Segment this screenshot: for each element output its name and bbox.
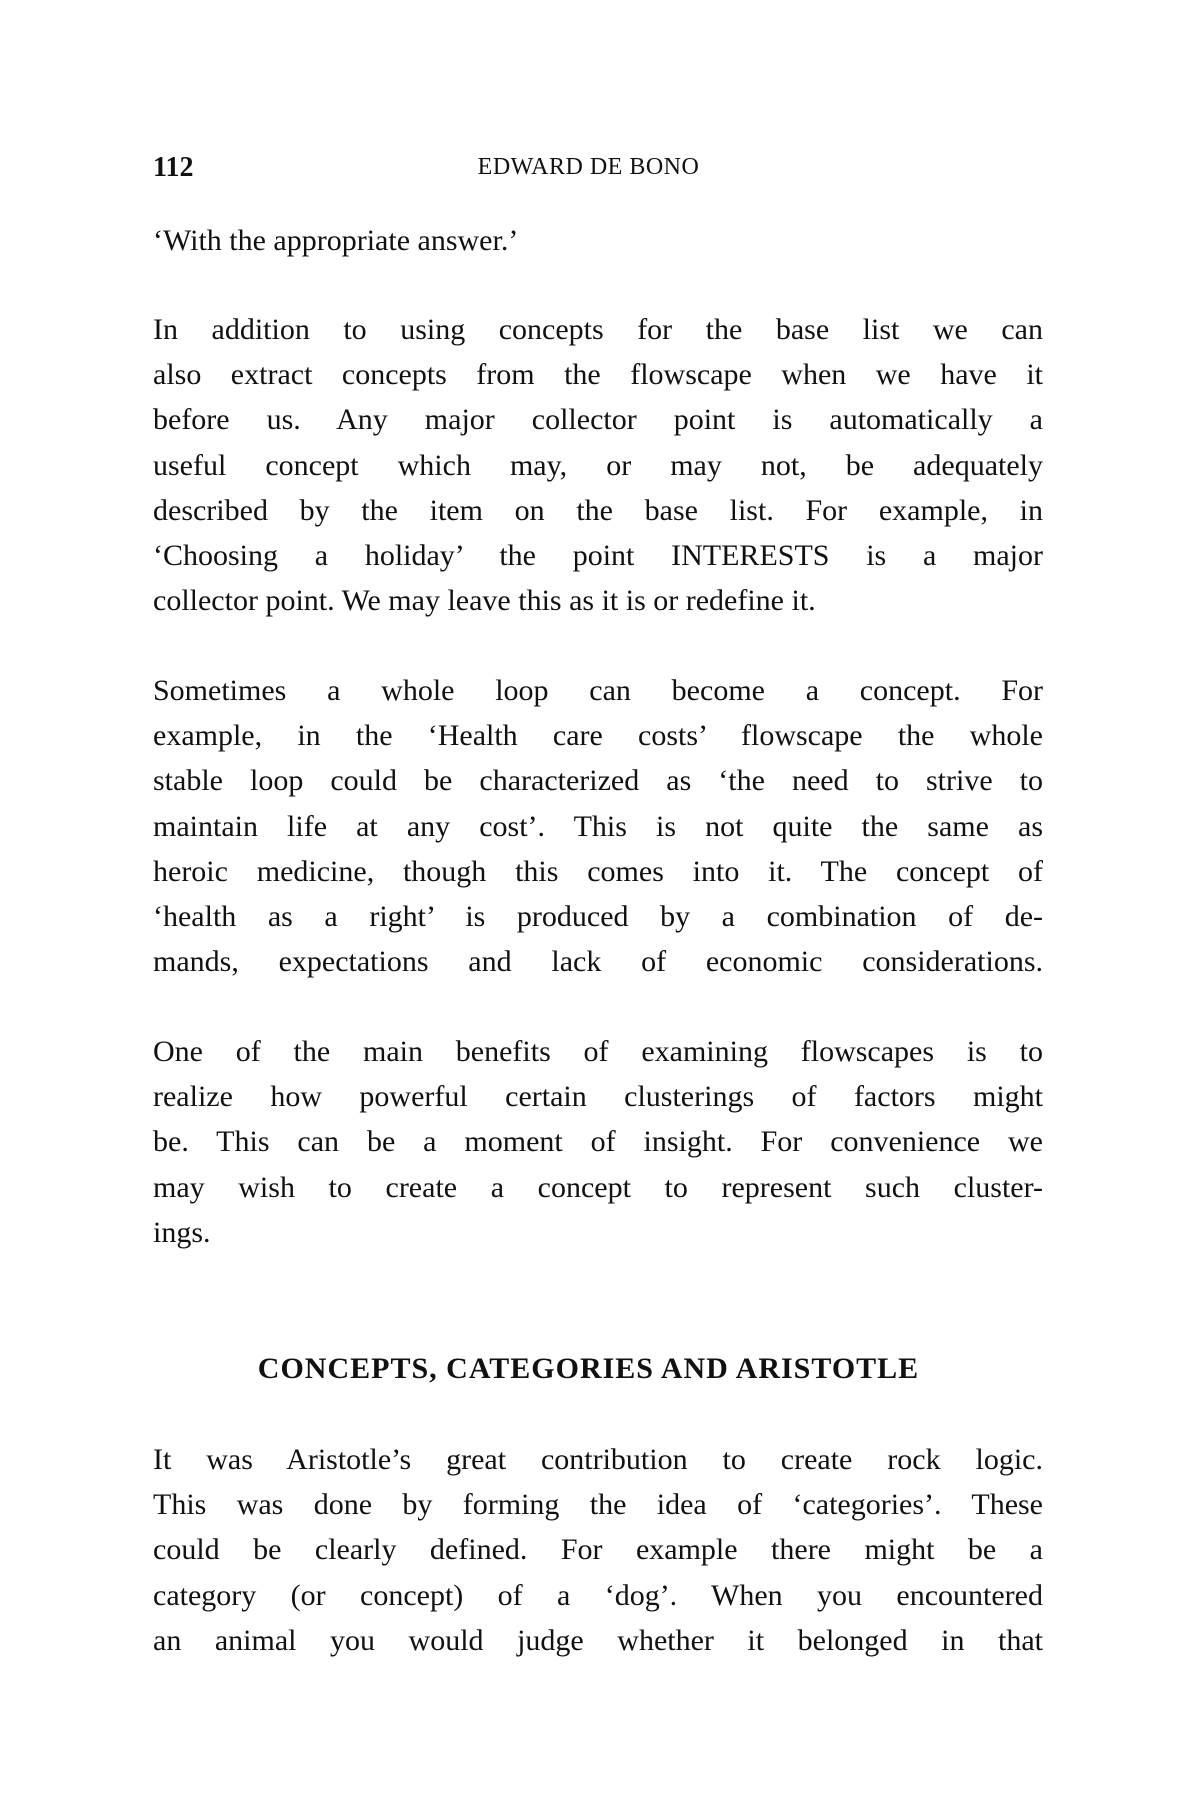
text-line: ings. (153, 1215, 211, 1249)
text-line: could be clearly defined. For example there might be a (153, 1533, 1043, 1567)
text-line: realize how powerful certain clusterings of factors might (153, 1080, 1043, 1114)
page-number: 112 (153, 152, 194, 183)
section-heading: CONCEPTS, CATEGORIES AND ARISTOTLE (257, 1352, 920, 1385)
text-line: It was Aristotle’s great contribution to create rock logic. (153, 1443, 1043, 1476)
text-line: be. This can be a moment of insight. For convenience we (153, 1125, 1043, 1159)
paragraph (153, 218, 1043, 263)
text-line: also extract concepts from the flowscape when we have it (153, 358, 1043, 392)
text-line: mands, expectations and lack of economic considerations. (153, 945, 1043, 979)
text-line: maintain life at any cost’. This is not quite the same as (153, 809, 1043, 843)
text-line: may wish to create a concept to represent such cluster- (153, 1170, 1043, 1204)
text-line: This was done by forming the idea of ‘categories’. These (153, 1488, 1043, 1522)
text-line: heroic medicine, though this comes into it. The concept of (153, 854, 1043, 888)
text-line: useful concept which may, or may not, be adequately (153, 448, 1043, 482)
text-line: collector point. We may leave this as it is or redefine it. (153, 584, 816, 618)
text-line: an animal you would judge whether it belonged in that (153, 1623, 1043, 1657)
text-line: In addition to using concepts for the base list we can (153, 313, 1043, 346)
text-line: ‘With the appropriate answer.’ (153, 224, 519, 257)
text-line: before us. Any major collector point is automatically a (153, 403, 1043, 437)
paragraph (153, 668, 1043, 984)
text-line: described by the item on the base list. For example, in (153, 493, 1043, 527)
text-line: example, in the ‘Health care costs’ flowscape the whole (153, 719, 1043, 753)
running-header: EDWARD DE BONO (477, 154, 700, 180)
text-line: One of the main benefits of examining flowscapes is to (153, 1035, 1043, 1068)
text-line: ‘Choosing a holiday’ the point INTERESTS is a major (153, 538, 1043, 572)
text-line: Sometimes a whole loop can become a concept. For (153, 674, 1043, 707)
text-line: category (or concept) of a ‘dog’. When you encountered (153, 1578, 1043, 1612)
paragraph (153, 1437, 1043, 1663)
text-line: stable loop could be characterized as ‘the need to strive to (153, 764, 1043, 798)
paragraph (153, 1029, 1043, 1255)
text-line: ‘health as a right’ is produced by a combination of de- (153, 899, 1043, 933)
paragraph (153, 307, 1043, 623)
